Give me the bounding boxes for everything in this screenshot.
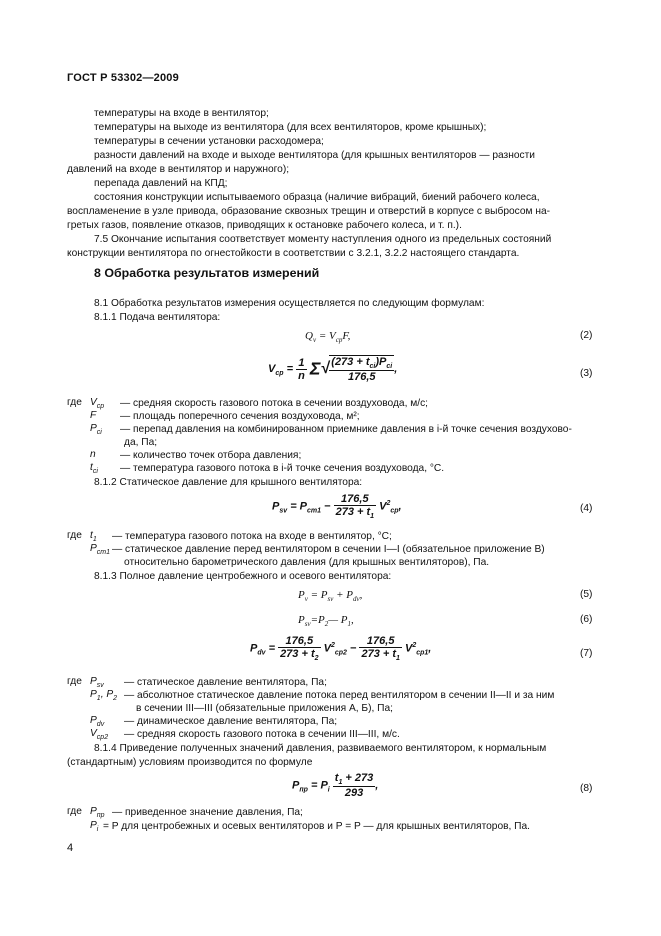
term-description: — статическое давление вентилятора, Па; xyxy=(124,677,327,688)
where-label: где xyxy=(67,530,82,541)
text-line: воспламенение в узле привода, образование сквозных трещин и отверстий в корпусе с выбросом на- xyxy=(67,206,551,217)
term-description: относительно барометрического давления (для крышных вентиляторов), Па. xyxy=(124,557,490,568)
text-line: гретых газов, появление отказов, приводящих к остановке рабочего колеса, и т. п.). xyxy=(67,220,462,231)
equation-8: $P_{пр} = P_i$ $\frac{t_1 + 273}{293}$ , xyxy=(292,772,379,800)
term-description: — количество точек отбора давления; xyxy=(120,450,302,461)
where-label: где xyxy=(67,806,82,817)
equation-4: $P_{sv} = P_{ст1}$ − $\frac{176,5}{273 + t_1}$ $V^2_{ср}$, xyxy=(272,493,402,521)
where-label: где xyxy=(67,397,82,408)
term-description: в сечении III—III (обязательные приложения А, Б), Па; xyxy=(136,703,393,714)
paragraph-8-1: 8.1 Обработка результатов измерения осуществляется по следующим формулам: xyxy=(94,298,485,309)
equation-number: (5) xyxy=(580,589,593,600)
text-line: разности давлений на входе и выходе вентилятора (для крышных вентиляторов — разности xyxy=(94,150,535,161)
term-description: — приведенное значение давления, Па; xyxy=(112,807,303,818)
equation-number: (6) xyxy=(580,614,593,625)
equation-2: $Q_v = V_{ср}F$, xyxy=(305,330,351,345)
term-symbol: $V_{ср2}$ xyxy=(90,728,109,742)
term-description: — температура газового потока на входе в вентилятор, °С; xyxy=(112,531,392,542)
text-line: 7.5 Окончание испытания соответствует моменту наступления одного из предельных состояний xyxy=(94,234,552,245)
term-description: — перепад давления на комбинированном приемнике давления в i-й точке сечения воздухово- xyxy=(120,424,572,435)
equation-3: $V_{ср}$ = $\frac{1}{n}$ Σ√ $\frac{(273 + t_{ci})P_{ci}}{176,5}$ , xyxy=(268,356,398,384)
equation-number: (7) xyxy=(580,648,593,659)
equation-5: $P_v = P_{sv} + P_{dv}$, xyxy=(298,589,363,604)
term-symbol: $P_{пр}$ xyxy=(90,806,105,820)
term-description: — площадь поперечного сечения воздуховода, м²; xyxy=(120,411,360,422)
term-symbol: $P_1$, $P_2$ xyxy=(90,689,118,703)
term-description: — средняя скорость газового потока в сечении воздуховода, м/с; xyxy=(120,398,429,409)
paragraph-8-1-2: 8.1.2 Статическое давление для крышного вентилятора: xyxy=(94,477,363,488)
document-header: ГОСТ Р 53302—2009 xyxy=(67,72,179,84)
term-description: — динамическое давление вентилятора, Па; xyxy=(124,716,338,727)
term-symbol: $P_i$ xyxy=(90,820,99,834)
term-description: — средняя скорость газового потока в сечении III—III, м/с. xyxy=(124,729,400,740)
section-heading: 8 Обработка результатов измерений xyxy=(94,266,320,280)
term-description: — температура газового потока в i-й точке сечения воздуховода, °С. xyxy=(120,463,445,474)
paragraph-8-1-4: 8.1.4 Приведение полученных значений давления, развиваемого вентилятором, к нормальным xyxy=(94,743,547,754)
text-line: температуры на входе в вентилятор; xyxy=(94,108,269,119)
text-line: температуры на выходе из вентилятора (для всех вентиляторов, кроме крышных); xyxy=(94,122,487,133)
term-symbol: $P_{dv}$ xyxy=(90,715,105,729)
paragraph-8-1-1: 8.1.1 Подача вентилятора: xyxy=(94,312,221,323)
term-symbol: F xyxy=(90,410,97,421)
paragraph-8-1-4-cont: (стандартным) условиям производится по формуле xyxy=(67,757,313,768)
term-symbol: $t_{ci}$ xyxy=(90,462,98,476)
term-symbol: $P_{ci}$ xyxy=(90,423,102,437)
text-line: перепада давлений на КПД; xyxy=(94,178,228,189)
equation-number: (2) xyxy=(580,330,593,341)
equation-number: (8) xyxy=(580,783,593,794)
term-symbol: $V_{ср}$ xyxy=(90,397,105,411)
equation-number: (3) xyxy=(580,368,593,379)
term-symbol: $P_{ст1}$ xyxy=(90,543,111,557)
last-line: = P для центробежных и осевых вентиляторов и P = P — для крышных вентиляторов, Па. xyxy=(103,821,531,832)
term-description: — статическое давление перед вентилятором в сечении I—I (обязательное приложение В) xyxy=(112,544,545,555)
equation-number: (4) xyxy=(580,503,593,514)
text-line: давлений на входе в вентилятор и наружного); xyxy=(67,164,290,175)
equation-6: $P_{sv}=P_2—$ $P_1$, xyxy=(298,614,354,629)
page-number: 4 xyxy=(67,842,74,854)
term-symbol: n xyxy=(90,449,96,460)
paragraph-8-1-3: 8.1.3 Полное давление центробежного и осевого вентилятора: xyxy=(94,571,392,582)
term-symbol: $P_{sv}$ xyxy=(90,676,104,690)
text-line: состояния конструкции испытываемого образца (наличие вибраций, биений рабочего колеса, xyxy=(94,192,540,203)
where-label: где xyxy=(67,676,82,687)
text-line: конструкции вентилятора по огнестойкости в соответствии с 3.2.1, 3.2.2 настоящего стандарта. xyxy=(67,248,520,259)
term-description: да, Па; xyxy=(124,437,158,448)
equation-7: $P_{dv}$ = $\frac{176,5}{273 + t_2}$ $V^2_{ср2}$ − $\frac{176,5}{273 + t_1}$ $V^2_{ср1}$, xyxy=(250,635,432,663)
text-line: температуры в сечении установки расходомера; xyxy=(94,136,324,147)
term-symbol: $t_1$ xyxy=(90,530,97,544)
term-description: — абсолютное статическое давление потока перед вентилятором в сечении II—II и за ним xyxy=(124,690,555,701)
